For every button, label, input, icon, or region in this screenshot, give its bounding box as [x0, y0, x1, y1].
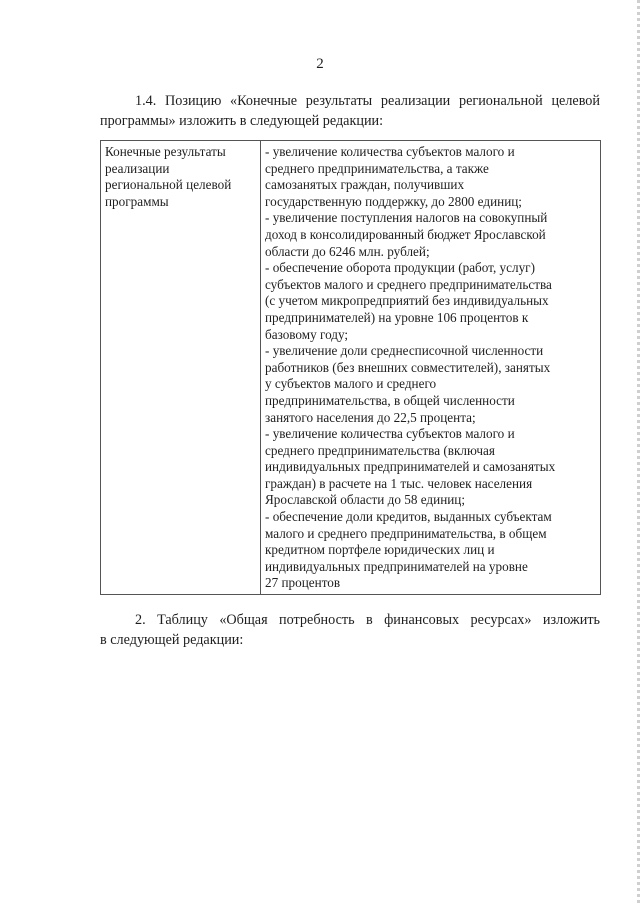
content-line: - обеспечение доли кредитов, выданных субъектам — [265, 509, 552, 525]
content-line: базовому году; — [265, 326, 349, 342]
content-lines — [265, 144, 597, 592]
paragraph-2 — [100, 610, 600, 650]
content-line: индивидуальных предпринимателей на уровне — [265, 558, 528, 574]
table-cell-label — [101, 141, 261, 595]
content-line: - увеличение доли среднесписочной численности — [265, 343, 544, 359]
content-line: области до 6246 млн. рублей; — [265, 243, 430, 259]
paragraph-line: программы» изложить в следующей редакции: — [100, 113, 384, 129]
paragraph-1-4 — [100, 91, 600, 131]
paragraph-line: 2. Таблицу «Общая потребность в финансовых ресурсах» изложить — [135, 612, 600, 628]
content-line: кредитном портфеле юридических лиц и — [265, 542, 495, 558]
content-line: среднего предпринимательства, а также — [265, 160, 489, 176]
paragraph-line: в следующей редакции: — [100, 632, 244, 648]
content-line: - увеличение поступления налогов на совокупный — [265, 210, 548, 226]
label-line: региональной целевой — [105, 177, 232, 193]
table-cell-content — [261, 141, 601, 595]
label-line: реализации — [105, 160, 170, 176]
content-line: у субъектов малого и среднего — [265, 376, 437, 392]
label-line: Конечные результаты — [105, 144, 226, 159]
content-line: - увеличение количества субъектов малого и — [265, 144, 515, 159]
content-line: малого и среднего предпринимательства, в общем — [265, 525, 547, 541]
table-row — [101, 141, 601, 595]
content-line: - увеличение количества субъектов малого и — [265, 426, 515, 442]
content-line: занятого населения до 22,5 процента; — [265, 409, 476, 425]
results-table — [100, 140, 601, 595]
content-line: доход в консолидированный бюджет Ярославской — [265, 226, 546, 242]
content-line: работников (без внешних совместителей), занятых — [265, 359, 551, 375]
label-line: программы — [105, 193, 169, 209]
label-lines — [105, 144, 257, 210]
content-line: - обеспечение оборота продукции (работ, услуг) — [265, 260, 535, 276]
content-line: предпринимателей) на уровне 106 процентов к — [265, 309, 529, 325]
content-line: предпринимательства, в общей численности — [265, 392, 515, 408]
content-line: государственную поддержку, до 2800 единиц; — [265, 193, 522, 209]
content-line: (с учетом микропредприятий без индивидуальных — [265, 293, 549, 309]
content-line: 27 процентов — [265, 575, 341, 591]
page-number: 2 — [316, 56, 324, 72]
content-line: среднего предпринимательства (включая — [265, 442, 495, 458]
content-line: субъектов малого и среднего предпринимательства — [265, 276, 552, 292]
content-line: граждан) в расчете на 1 тыс. человек населения — [265, 475, 533, 491]
content-line: Ярославской области до 58 единиц; — [265, 492, 466, 508]
content-line: самозанятых граждан, получивших — [265, 177, 465, 193]
content-line: индивидуальных предпринимателей и самозанятых — [265, 459, 556, 475]
paragraph-line: 1.4. Позицию «Конечные результаты реализации региональной целевой — [135, 93, 600, 109]
